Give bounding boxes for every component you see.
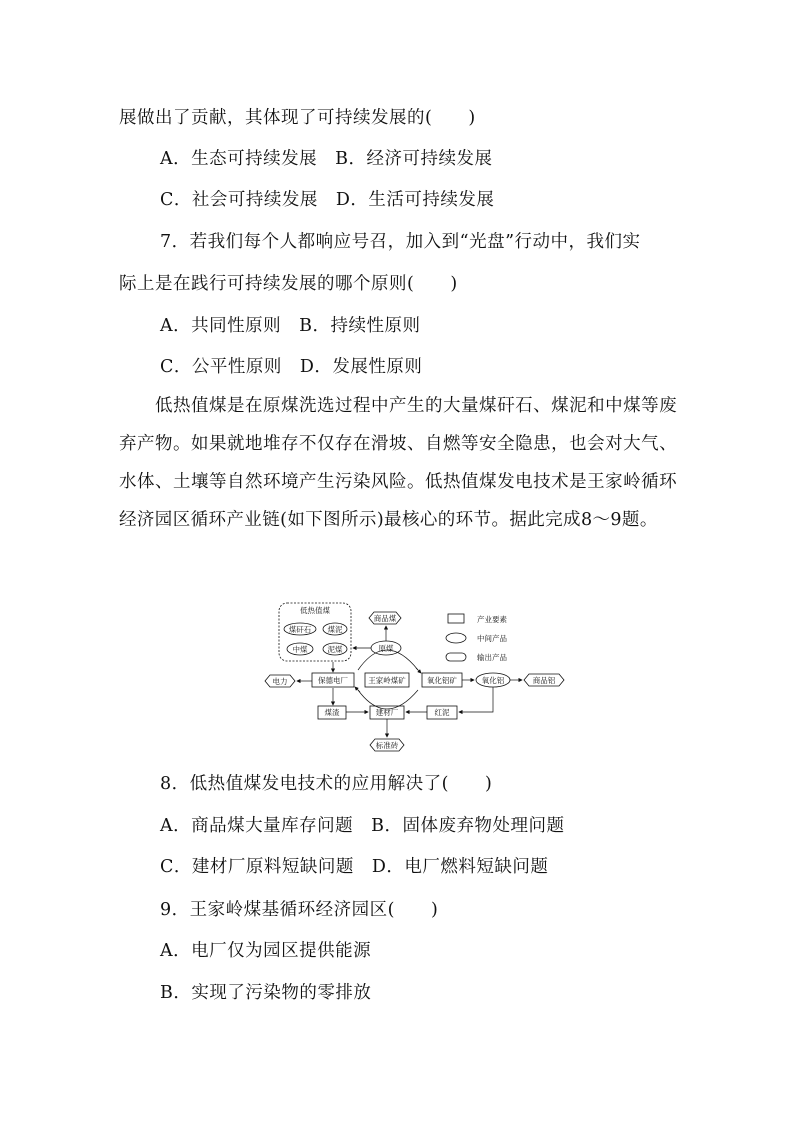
commodity-al-label: 商品铝 xyxy=(532,676,556,685)
group-title: 低热值煤 xyxy=(300,606,330,615)
commodity-coal-label: 商品煤 xyxy=(373,614,397,623)
industry-chain-diagram xyxy=(262,600,582,760)
option-line-1: A．生态可持续发展 B．经济可持续发展 xyxy=(160,149,493,169)
legend-rounded xyxy=(446,653,466,661)
option-line-2: C．社会可持续发展 D．生活可持续发展 xyxy=(160,190,495,210)
legend-intermediate-label: 中间产品 xyxy=(477,634,507,643)
coal-gangue-label: 煤矸石 xyxy=(288,625,312,634)
text-line-1: 展做出了贡献，其体现了可持续发展的( ) xyxy=(119,108,476,128)
alumina-label: 氧化铝 xyxy=(481,676,505,685)
legend-output-label: 输出产品 xyxy=(477,653,507,662)
question-8: 8．低热值煤发电技术的应用解决了( ) xyxy=(160,774,493,794)
sludge-coal-label: 泥煤 xyxy=(327,645,343,654)
question-7-line-2: 际上是在践行可持续发展的哪个原则( ) xyxy=(119,274,458,294)
raw-coal-label: 原煤 xyxy=(378,644,394,653)
passage-paragraph: 低热值煤是在原煤洗选过程中产生的大量煤矸石、煤泥和中煤等废弃产物。如果就地堆存不仅存在滑坡、自燃等安全隐患，也会对大气、水体、土壤等自然环境产生污染风险。低热值煤发电技术是王家岭循环经济园区循环产业链(如下图所示)最核心的环节。据此完成8～9题。 xyxy=(119,396,677,530)
red-mud-label: 红泥 xyxy=(434,708,450,717)
building-plant-label: 建材厂 xyxy=(375,708,399,717)
alumina-mine-label: 氧化铝矿 xyxy=(427,676,457,685)
option-line-3: A．共同性原则 B．持续性原则 xyxy=(160,316,421,336)
coal-slurry-label: 煤泥 xyxy=(327,625,343,634)
option-line-5: A．商品煤大量库存问题 B．固体废弃物处理问题 xyxy=(160,816,565,836)
standard-brick-label: 标准砖 xyxy=(375,741,399,750)
option-line-8: B．实现了污染物的零排放 xyxy=(160,983,372,1003)
power-plant-label: 保德电厂 xyxy=(318,676,348,685)
coal-mine-label: 王家岭煤矿 xyxy=(368,676,406,685)
power-label: 电力 xyxy=(272,677,288,686)
legend-rect xyxy=(448,614,464,623)
slag-label: 煤渣 xyxy=(324,708,340,717)
option-line-4: C．公平性原则 D．发展性原则 xyxy=(160,357,423,377)
question-9: 9．王家岭煤基循环经济园区( ) xyxy=(160,900,439,920)
option-line-6: C．建材厂原料短缺问题 D．电厂燃料短缺问题 xyxy=(160,857,549,877)
question-7-line-1: 7．若我们每个人都响应号召，加入到“光盘”行动中，我们实 xyxy=(160,232,641,252)
middlings-label: 中煤 xyxy=(292,645,308,654)
legend-ellipse xyxy=(446,633,466,643)
legend-industry-label: 产业要素 xyxy=(477,615,507,624)
option-line-7: A．电厂仅为园区提供能源 xyxy=(160,941,372,961)
